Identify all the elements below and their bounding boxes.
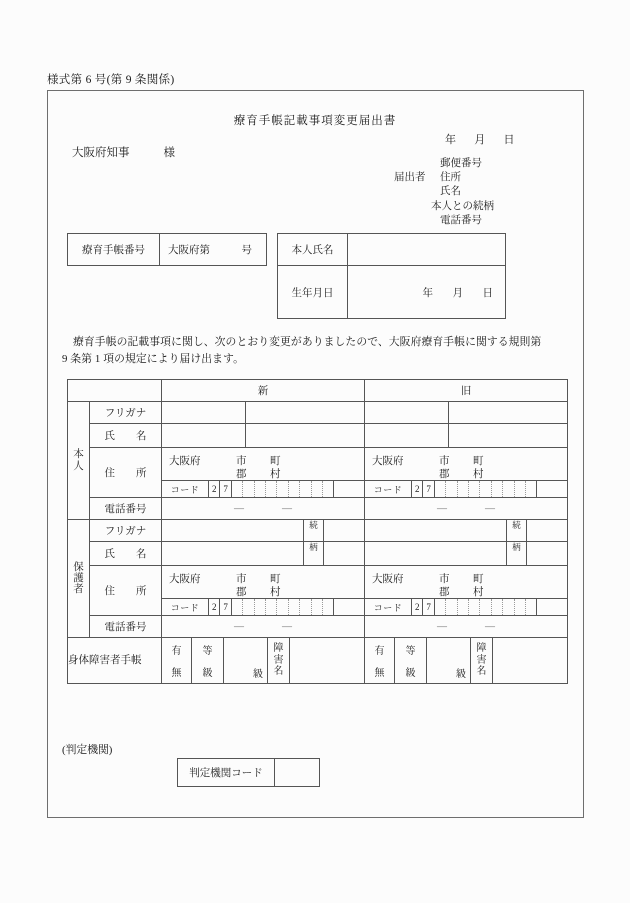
tel-separator-2: — — [282, 503, 292, 514]
person-identity-box — [277, 233, 506, 319]
guardian-tel-row — [68, 616, 568, 638]
physical-disability-name-label-new — [268, 638, 290, 683]
birthdate-label: 生年月日 — [278, 266, 348, 318]
disability-name-char-3: 名 — [476, 666, 487, 678]
birthdate-year-label: 年 — [422, 287, 433, 299]
code-box-6[interactable] — [469, 599, 480, 615]
person-tel-label: 電話番号 — [90, 498, 162, 520]
address-son-label: 村 — [270, 469, 281, 480]
code-box-1[interactable]: 2 — [412, 599, 423, 615]
addressee — [72, 144, 175, 160]
person-furigana-old[interactable] — [365, 402, 568, 424]
code-boxes — [209, 481, 334, 497]
code-box-11[interactable] — [323, 481, 334, 497]
presence-char-no: 無 — [171, 668, 182, 679]
guardian-relation-label-new-2 — [304, 542, 324, 565]
applicant-postal-label: 郵便番号 — [440, 158, 482, 169]
code-box-8[interactable] — [289, 599, 300, 615]
guardian-furigana-row — [68, 520, 568, 542]
judging-section-label: (判定機関) — [62, 744, 113, 756]
booklet-number-label: 療育手帳番号 — [68, 234, 160, 265]
person-name-new[interactable] — [162, 424, 365, 448]
code-box-9[interactable] — [503, 599, 514, 615]
birthdate-row — [278, 266, 505, 318]
booklet-number-box — [67, 233, 267, 266]
grade-char-2: 級 — [405, 668, 416, 679]
address-cho-label: 町 — [270, 456, 281, 467]
applicant-tel-label: 電話番号 — [440, 214, 482, 226]
person-name-value[interactable] — [348, 234, 505, 265]
tel-separator-1: — — [234, 621, 244, 632]
code-box-7[interactable] — [480, 481, 491, 497]
person-address-new[interactable] — [162, 448, 365, 481]
body-paragraph-line-1: 療育手帳の記載事項に関し、次のとおり変更がありましたので、大阪府療育手帳に関する規則第 — [73, 336, 542, 348]
physical-grade-value-new[interactable] — [224, 638, 268, 683]
address-cho-label: 町 — [473, 574, 484, 585]
presence-char-yes: 有 — [374, 646, 385, 657]
guardian-furigana-old-field[interactable] — [365, 520, 507, 541]
guardian-furigana-label: フリガナ — [90, 520, 162, 542]
guardian-name-new-field[interactable] — [162, 542, 304, 565]
code-box-7[interactable] — [277, 599, 288, 615]
code-box-8[interactable] — [492, 481, 503, 497]
grade-char-1: 等 — [202, 646, 213, 657]
disability-name-char-3: 名 — [273, 666, 284, 678]
addressee-name: 大阪府知事 — [72, 147, 130, 159]
person-code-old[interactable] — [365, 481, 568, 498]
person-furigana-old-givenname[interactable] — [449, 402, 567, 423]
address-shi-label: 市 — [236, 574, 247, 585]
group-label-guardian — [68, 520, 90, 638]
tel-separator-2: — — [282, 621, 292, 632]
code-box-3[interactable] — [435, 599, 446, 615]
code-box-10[interactable] — [312, 599, 323, 615]
person-name-old-givenname[interactable] — [449, 424, 567, 447]
disability-name-char-2: 害 — [476, 654, 487, 666]
address-gun-label: 郡 — [236, 469, 247, 480]
code-label: コード — [162, 599, 209, 615]
date-month-label: 月 — [474, 134, 486, 146]
physical-disability-name-value-new[interactable] — [290, 638, 364, 683]
address-shi-label: 市 — [236, 456, 247, 467]
code-box-2[interactable]: 7 — [220, 599, 231, 615]
disability-name-char-1: 障 — [476, 642, 487, 654]
addressee-honorific: 様 — [163, 147, 175, 159]
booklet-number-suffix: 号 — [241, 245, 252, 256]
guardian-relation-value-new[interactable] — [324, 520, 364, 541]
code-box-2[interactable]: 7 — [423, 599, 434, 615]
person-address-label-text: 住 所 — [104, 468, 147, 479]
person-furigana-old-surname[interactable] — [365, 402, 449, 423]
applicant-name-label: 氏名 — [440, 186, 461, 198]
guardian-relation-label-new — [304, 520, 324, 541]
judging-code-label: 判定機関コード — [178, 759, 275, 786]
guardian-furigana-old[interactable] — [365, 520, 568, 542]
code-label: コード — [365, 599, 412, 615]
person-tel-new[interactable] — [162, 498, 365, 520]
judging-code-box — [177, 758, 320, 787]
address-son-label: 村 — [270, 587, 281, 598]
person-name-label: 本人氏名 — [278, 234, 348, 265]
date-year-label: 年 — [445, 134, 457, 146]
physical-grade-label-new — [192, 638, 224, 683]
person-name-row — [278, 234, 505, 266]
code-box-5[interactable] — [458, 599, 469, 615]
date-line — [445, 131, 515, 147]
relation-char-1: 続 — [512, 520, 521, 530]
guardian-tel-label: 電話番号 — [90, 616, 162, 638]
guardian-relation-value-old-2[interactable] — [527, 542, 567, 565]
guardian-address-new[interactable] — [162, 566, 365, 599]
physical-booklet-new — [162, 638, 365, 684]
code-box-11[interactable] — [526, 599, 537, 615]
code-box-9[interactable] — [300, 481, 311, 497]
birthdate-month-label: 月 — [452, 287, 463, 299]
address-prefecture-label: 大阪府 — [169, 574, 201, 585]
guardian-tel-old[interactable] — [365, 616, 568, 638]
person-name-old-surname[interactable] — [365, 424, 449, 447]
person-name-label-cell: 氏 名 — [90, 424, 162, 448]
physical-grade-label-old — [395, 638, 427, 683]
address-gun-label: 郡 — [236, 587, 247, 598]
physical-disability-name-label-old — [471, 638, 493, 683]
guardian-name-label: 氏 名 — [90, 542, 162, 566]
guardian-tel-new[interactable] — [162, 616, 365, 638]
guardian-furigana-new-field[interactable] — [162, 520, 304, 541]
grade-char-2: 級 — [202, 668, 213, 679]
guardian-address-old[interactable] — [365, 566, 568, 599]
code-box-5[interactable] — [458, 481, 469, 497]
code-box-3[interactable] — [232, 599, 243, 615]
code-boxes — [209, 599, 334, 615]
address-prefecture-label: 大阪府 — [372, 456, 404, 467]
code-box-9[interactable] — [503, 481, 514, 497]
document-title: 療育手帳記載事項変更届出書 — [233, 115, 397, 127]
guardian-relation-label-old — [507, 520, 527, 541]
code-box-1[interactable]: 2 — [209, 481, 220, 497]
code-box-5[interactable] — [255, 481, 266, 497]
code-boxes — [412, 599, 537, 615]
tel-separator-1: — — [437, 503, 447, 514]
guardian-code-old[interactable] — [365, 599, 568, 616]
code-box-11[interactable] — [526, 481, 537, 497]
person-code-new[interactable] — [162, 481, 365, 498]
grade-char-1: 等 — [405, 646, 416, 657]
physical-grade-value-old[interactable] — [427, 638, 471, 683]
group-label-person — [68, 402, 90, 520]
judging-code-value[interactable] — [275, 759, 319, 786]
birthdate-day-label: 日 — [482, 287, 493, 299]
applicant-relation-row — [330, 200, 494, 214]
physical-disability-name-value-old[interactable] — [493, 638, 567, 683]
code-box-10[interactable] — [515, 599, 526, 615]
person-furigana-new-surname[interactable] — [162, 402, 246, 423]
applicant-relation-label: 本人との続柄 — [431, 200, 494, 212]
address-gun-label: 郡 — [439, 587, 450, 598]
person-address-label — [90, 448, 162, 498]
code-boxes — [412, 481, 537, 497]
tel-separator-2: — — [485, 503, 495, 514]
guardian-relation-value-old[interactable] — [527, 520, 567, 541]
code-box-6[interactable] — [266, 481, 277, 497]
person-name-row — [68, 424, 568, 448]
birthdate-value[interactable] — [348, 266, 505, 318]
header-old: 旧 — [365, 380, 568, 402]
physical-booklet-row — [68, 638, 568, 684]
code-box-2[interactable]: 7 — [220, 481, 231, 497]
code-box-11[interactable] — [323, 599, 334, 615]
guardian-address-label — [90, 566, 162, 616]
code-box-10[interactable] — [312, 481, 323, 497]
code-box-4[interactable] — [243, 599, 254, 615]
disability-name-char-2: 害 — [273, 654, 284, 666]
grade-unit-label: 級 — [253, 669, 263, 680]
code-box-7[interactable] — [480, 599, 491, 615]
guardian-name-new[interactable] — [162, 542, 365, 566]
code-box-6[interactable] — [469, 481, 480, 497]
person-tel-row — [68, 498, 568, 520]
guardian-address-row — [68, 566, 568, 599]
code-box-10[interactable] — [515, 481, 526, 497]
code-box-2[interactable]: 7 — [423, 481, 434, 497]
physical-presence-new[interactable] — [162, 638, 192, 683]
guardian-relation-label-old-2 — [507, 542, 527, 565]
person-address-row — [68, 448, 568, 481]
date-day-label: 日 — [503, 134, 515, 146]
code-box-7[interactable] — [277, 481, 288, 497]
address-prefecture-label: 大阪府 — [372, 574, 404, 585]
code-box-4[interactable] — [243, 481, 254, 497]
code-box-6[interactable] — [266, 599, 277, 615]
code-label: コード — [365, 481, 412, 497]
group-label-guardian-char-3: 者 — [73, 584, 84, 595]
code-label: コード — [162, 481, 209, 497]
group-label-guardian-char-1: 保 — [73, 561, 84, 573]
disability-name-char-1: 障 — [273, 642, 284, 654]
header-blank-cell — [68, 380, 162, 402]
guardian-code-new[interactable] — [162, 599, 365, 616]
address-cho-label: 町 — [473, 456, 484, 467]
guardian-name-old[interactable] — [365, 542, 568, 566]
address-shi-label: 市 — [439, 574, 450, 585]
person-name-new-givenname[interactable] — [246, 424, 364, 447]
code-box-4[interactable] — [446, 481, 457, 497]
person-name-old[interactable] — [365, 424, 568, 448]
tel-separator-1: — — [234, 503, 244, 514]
grade-unit-label: 級 — [456, 669, 466, 680]
code-box-4[interactable] — [446, 599, 457, 615]
form-number: 様式第 6 号(第 9 条関係) — [47, 74, 175, 86]
code-box-3[interactable] — [435, 481, 446, 497]
applicant-address-label: 住所 — [440, 172, 461, 184]
code-box-1[interactable]: 2 — [412, 481, 423, 497]
presence-char-no: 無 — [374, 668, 385, 679]
applicant-postal-row — [330, 157, 494, 171]
group-label-person-char-1: 本 — [73, 449, 84, 461]
tel-separator-2: — — [485, 621, 495, 632]
table-header-row — [68, 380, 568, 402]
code-box-3[interactable] — [232, 481, 243, 497]
applicant-block — [330, 157, 494, 228]
address-cho-label: 町 — [270, 574, 281, 585]
guardian-relation-value-new-2[interactable] — [324, 542, 364, 565]
relation-char-2: 柄 — [309, 542, 318, 552]
code-box-5[interactable] — [255, 599, 266, 615]
change-details-table — [67, 379, 568, 684]
group-label-guardian-char-2: 護 — [73, 572, 84, 584]
code-box-8[interactable] — [492, 599, 503, 615]
guardian-name-old-field[interactable] — [365, 542, 507, 565]
address-shi-label: 市 — [439, 456, 450, 467]
person-furigana-label: フリガナ — [90, 402, 162, 424]
group-label-person-char-2: 人 — [73, 460, 84, 472]
person-name-new-surname[interactable] — [162, 424, 246, 447]
address-son-label: 村 — [473, 469, 484, 480]
header-new: 新 — [162, 380, 365, 402]
relation-char-1: 続 — [309, 520, 318, 530]
applicant-name-row — [330, 185, 494, 199]
code-box-8[interactable] — [289, 481, 300, 497]
applicant-address-row — [330, 171, 494, 185]
applicant-tel-row — [330, 214, 494, 228]
code-box-1[interactable]: 2 — [209, 599, 220, 615]
tel-separator-1: — — [437, 621, 447, 632]
booklet-number-prefix: 大阪府第 — [168, 245, 210, 256]
person-address-old[interactable] — [365, 448, 568, 481]
guardian-name-row — [68, 542, 568, 566]
address-son-label: 村 — [473, 587, 484, 598]
body-paragraph-line-2: 9 条第 1 項の規定により届け出ます。 — [62, 353, 244, 365]
physical-booklet-label: 身体障害者手帳 — [68, 638, 162, 684]
code-box-9[interactable] — [300, 599, 311, 615]
address-gun-label: 郡 — [439, 469, 450, 480]
guardian-address-label-text: 住 所 — [104, 586, 147, 597]
presence-char-yes: 有 — [171, 646, 182, 657]
booklet-number-field[interactable] — [160, 234, 266, 265]
body-paragraph — [62, 334, 572, 368]
applicant-group-label: 届出者 — [394, 172, 426, 184]
guardian-furigana-new[interactable] — [162, 520, 365, 542]
person-tel-old[interactable] — [365, 498, 568, 520]
person-furigana-new-givenname[interactable] — [246, 402, 364, 423]
person-furigana-new[interactable] — [162, 402, 365, 424]
physical-booklet-old — [365, 638, 568, 684]
person-furigana-row — [68, 402, 568, 424]
address-prefecture-label: 大阪府 — [169, 456, 201, 467]
physical-presence-old[interactable] — [365, 638, 395, 683]
relation-char-2: 柄 — [512, 542, 521, 552]
